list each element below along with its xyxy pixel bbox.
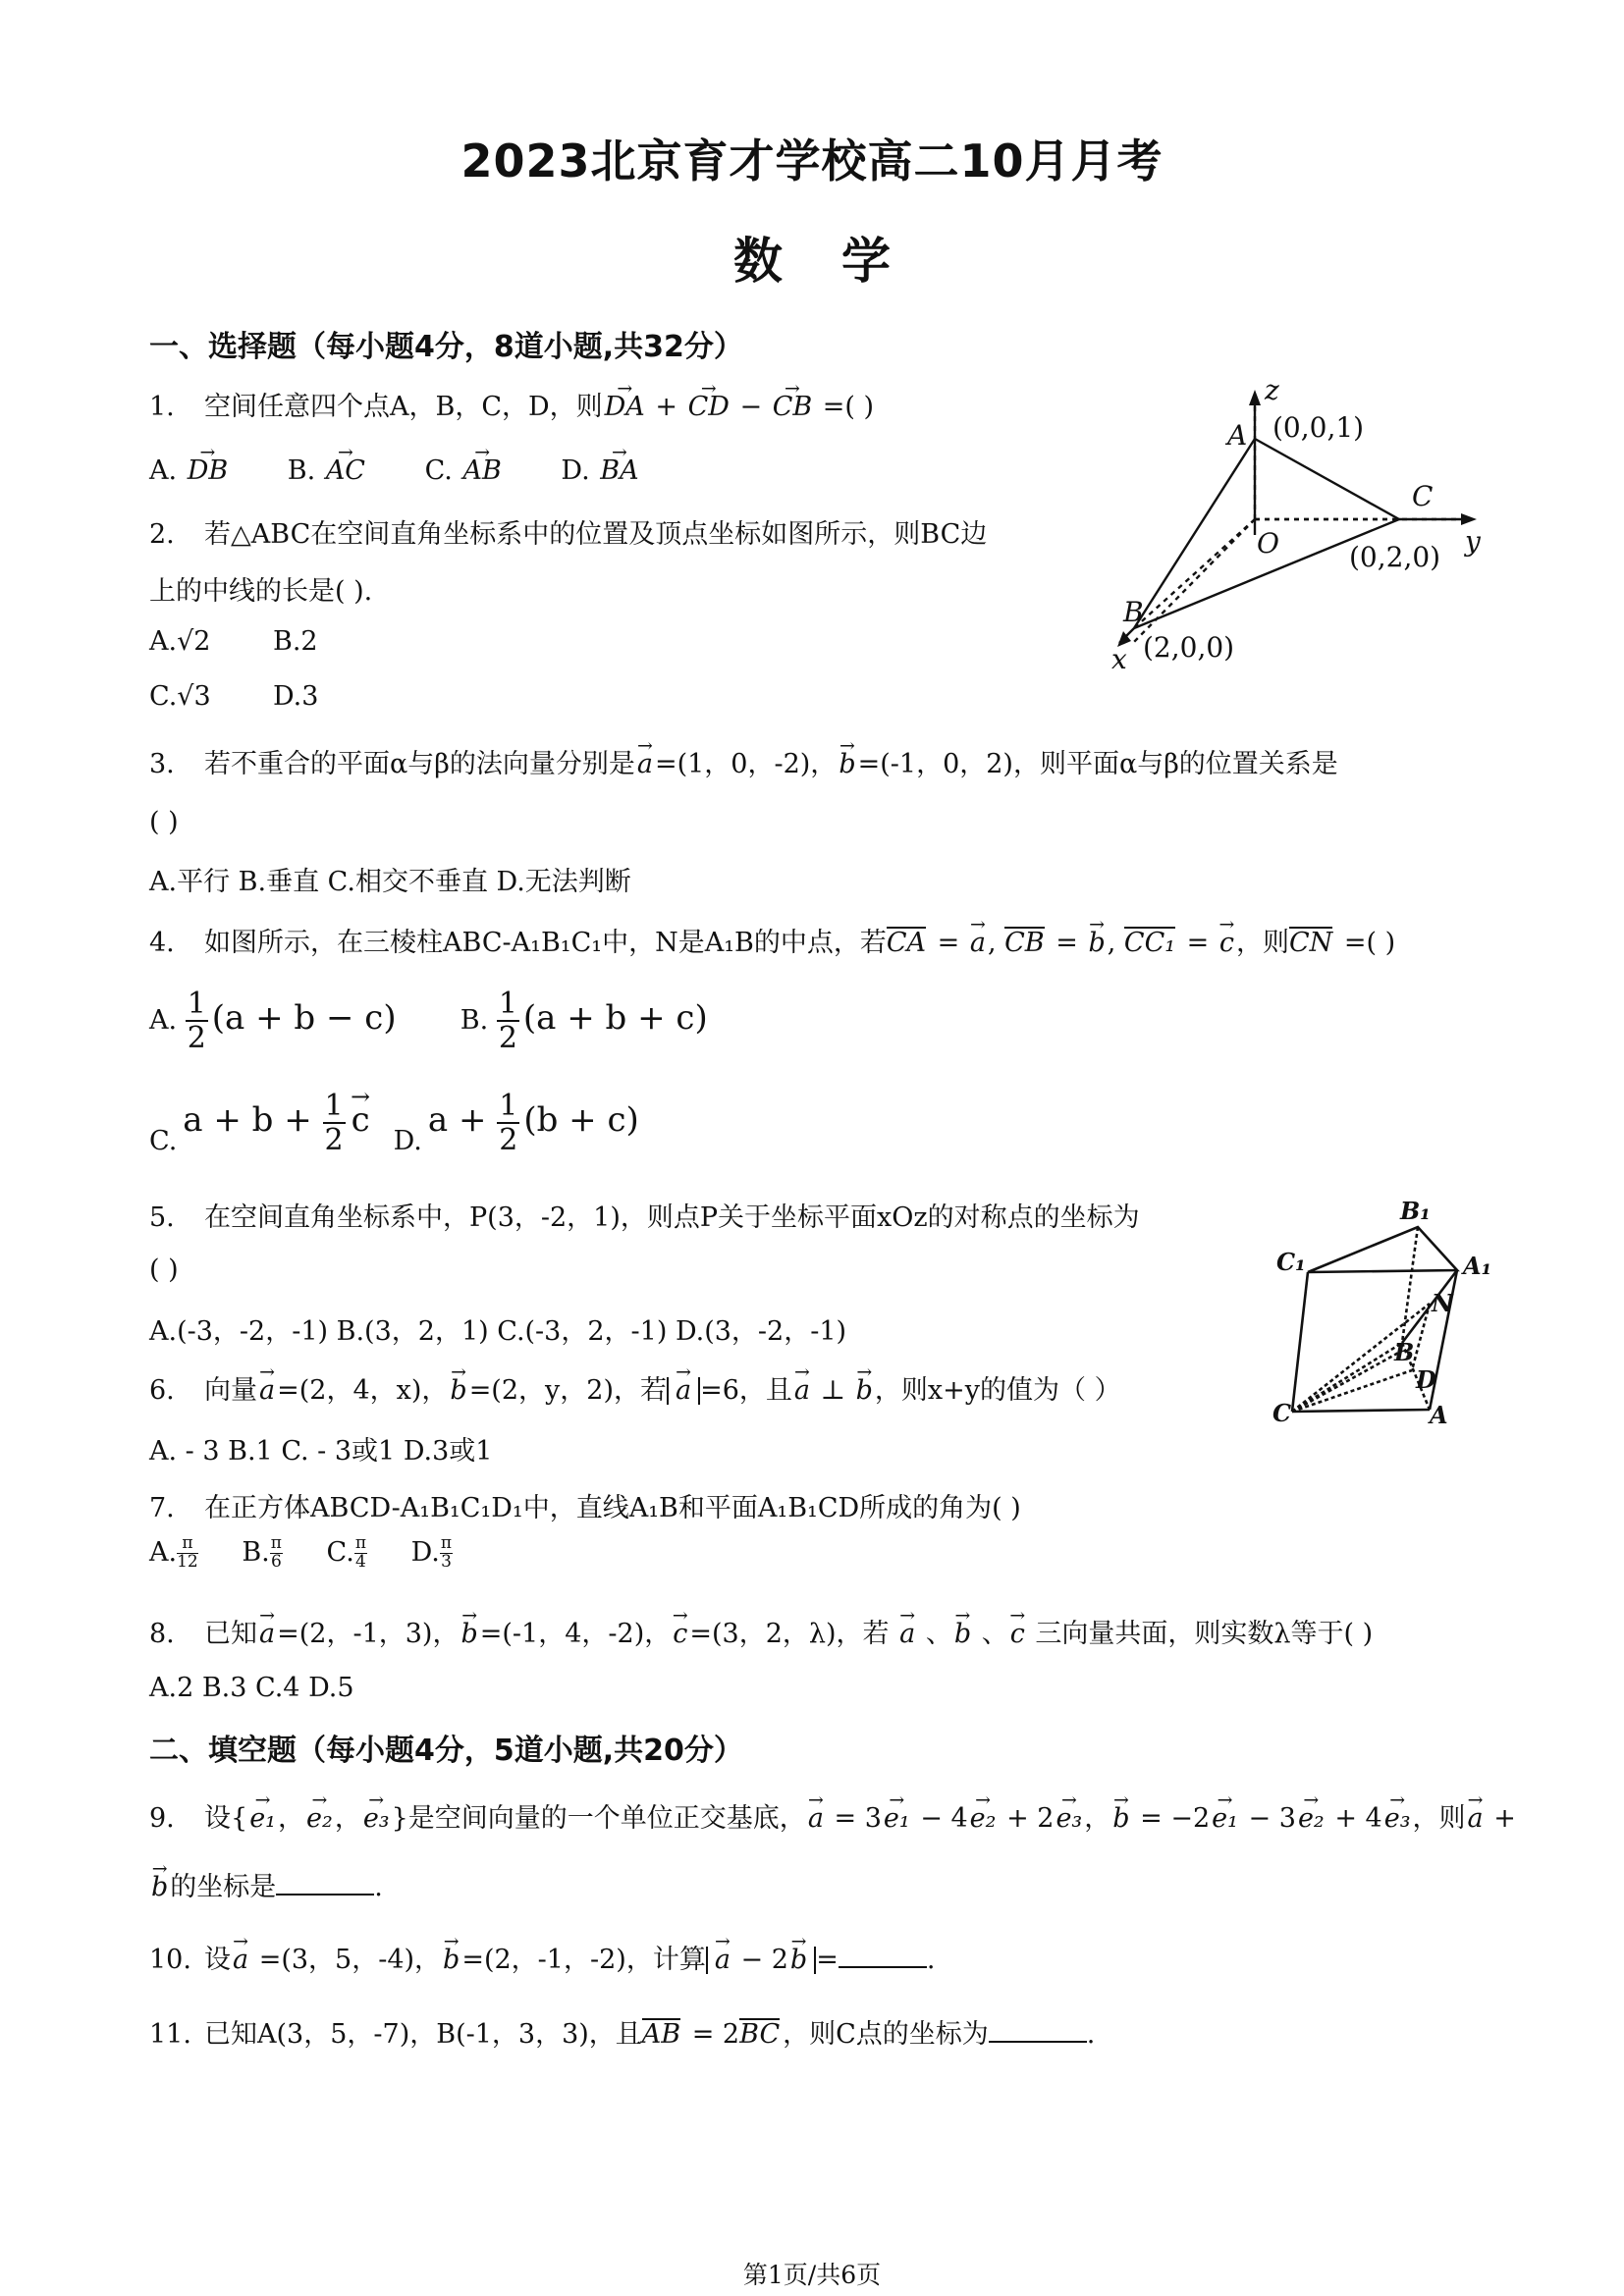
page-title: 2023北京育才学校高二10月月考 [460, 134, 1164, 187]
x-axis [1131, 519, 1255, 645]
label-c: C [1412, 480, 1434, 512]
label-c1: C₁ [1276, 1248, 1306, 1276]
question-9-line2: → b的坐标是 . [149, 1865, 383, 1903]
q1-option-c: C. → AB [425, 455, 504, 486]
z-arrow [1249, 390, 1261, 405]
q7-option-d: D. $\frac{\pi}{3}$ [410, 1533, 453, 1572]
q7-option-b: B. $\frac{\pi}{6}$ [242, 1533, 282, 1572]
question-2: 2. 若△ABC在空间直角坐标系中的位置及顶点坐标如图所示，则BC边 [149, 519, 988, 550]
question-1: 1. 空间任意四个点A，B，C，D，则→ DA + → CD − → CB =( ) [149, 385, 874, 423]
q4-option-d: D.a + $\frac{1}{2}$ (b + c) [393, 1089, 639, 1157]
question-2-line2: 上的中线的长是( ). [149, 576, 373, 607]
q1-option-d: D. → BA [561, 455, 640, 486]
q11-answer-blank[interactable] [989, 2017, 1087, 2043]
q1-option-b: B. → AC [288, 455, 367, 486]
figure-prism [1272, 1196, 1508, 1427]
question-5-paren: ( ) [149, 1255, 179, 1285]
question-3-paren: ( ) [149, 807, 179, 837]
label-c-coord: (0,2,0) [1349, 541, 1441, 573]
question-8-options: A.2 B.3 C.4 D.5 [149, 1673, 354, 1703]
question-6: 6. 向量→ a=(2，4，x)，→ b=(2，y，2)，若→ a =6，且→ a ⊥ → b，则x+y的值为（ ） [149, 1368, 1121, 1407]
edge-ac [1255, 439, 1399, 519]
label-n: N [1432, 1289, 1453, 1317]
label-a1: A₁ [1463, 1252, 1492, 1280]
q7-option-a: A. $\frac{\pi}{12}$ [149, 1533, 198, 1572]
question-10: 10. 设→ a =(3，5，-4)，→ b=(2，-1，-2)，计算→ a − 2→ b = . [149, 1938, 935, 1976]
label-a-coord: (0,0,1) [1272, 411, 1365, 444]
q4-option-b: B. $\frac{1}{2}$ (a + b + c) [460, 987, 708, 1055]
subject-title: 数学 [733, 233, 949, 290]
label-a: A [1430, 1401, 1448, 1427]
question-5-options: A.(-3，-2，-1) B.(3，2，1) C.(-3，2，-1) D.(3，-2，-1) [149, 1316, 847, 1347]
figure-coordinate-triangle [1110, 378, 1492, 672]
question-2-options-row2: C.√3 D.3 [149, 681, 319, 712]
question-3: 3. 若不重合的平面α与β的法向量分别是→ a=(1，0，-2)，→ b=(-1，0，2)，则平面α与β的位置关系是 [149, 742, 1338, 780]
label-z: z [1265, 378, 1279, 406]
page-footer: 第1页/共6页 [742, 2261, 882, 2289]
q10-answer-blank[interactable] [839, 1943, 927, 1968]
question-8: 8. 已知→ a=(2，-1，3)，→ b=(-1，4，-2)，→ c=(3，2，λ)，若 → a 、→ b 、→ c 三向量共面，则实数λ等于( ) [149, 1612, 1373, 1650]
label-o: O [1257, 527, 1279, 560]
q7-option-c: C. $\frac{\pi}{4}$ [326, 1533, 367, 1572]
question-4-options-row1 [149, 988, 708, 1054]
q4-option-c: C.a + b + $\frac{1}{2}$ → c [149, 1090, 385, 1156]
q9-answer-blank[interactable] [276, 1870, 374, 1896]
label-b1: B₁ [1400, 1197, 1431, 1225]
question-1-options [149, 455, 690, 486]
label-c: C [1272, 1399, 1292, 1427]
label-b: B [1394, 1338, 1415, 1366]
edge-ab [1134, 439, 1255, 628]
question-3-options: A.平行 B.垂直 C.相交不垂直 D.无法判断 [149, 867, 631, 897]
y-arrow [1461, 513, 1477, 525]
label-d: D [1416, 1365, 1436, 1394]
section-fill-heading: 二、填空题（每小题4分，5道小题,共20分） [149, 1734, 743, 1768]
label-a: A [1227, 419, 1248, 452]
label-x: x [1111, 643, 1127, 672]
question-9: 9. 设{→ e₁，→ e₂，→ e₃}是空间向量的一个单位正交基底，→ a = 3→ e₁ − 4→ e₂ + 2→ e₃，→ b = −2→ e₁ − 3→ e₂ + 4→ e₃，则→ a + [149, 1796, 1516, 1835]
q1-option-a: A. → DB [149, 455, 230, 486]
question-4-options-row2 [149, 1090, 639, 1156]
section-choice-heading: 一、选择题（每小题4分，8道小题,共32分） [149, 330, 743, 364]
question-5: 5. 在空间直角坐标系中，P(3，-2，1)，则点P关于坐标平面xOz的对称点的坐标为 [149, 1202, 1140, 1233]
q4-option-a: A. $\frac{1}{2}$ (a + b − c) [149, 987, 397, 1055]
question-4: 4. 如图所示，在三棱柱ABC-A₁B₁C₁中，N是A₁B的中点，若CA = → a, CB = → b, CC₁ = → c，则CN =( ) [149, 921, 1395, 959]
question-7-options [149, 1535, 488, 1572]
label-b-coord: (2,0,0) [1143, 631, 1235, 664]
question-2-options-row1: A.√2 B.2 [149, 626, 318, 657]
label-b: B [1123, 596, 1144, 628]
question-7: 7. 在正方体ABCD-A₁B₁C₁D₁中，直线A₁B和平面A₁B₁CD所成的角为( ) [149, 1493, 1021, 1523]
label-y: y [1465, 525, 1481, 558]
question-11: 11. 已知A(3，5，-7)，B(-1，3，3)，且AB = 2BC ，则C点的坐标为 . [149, 2019, 1096, 2050]
question-6-options: A. - 3 B.1 C. - 3或1 D.3或1 [149, 1436, 493, 1467]
prism-top-face [1308, 1227, 1457, 1272]
